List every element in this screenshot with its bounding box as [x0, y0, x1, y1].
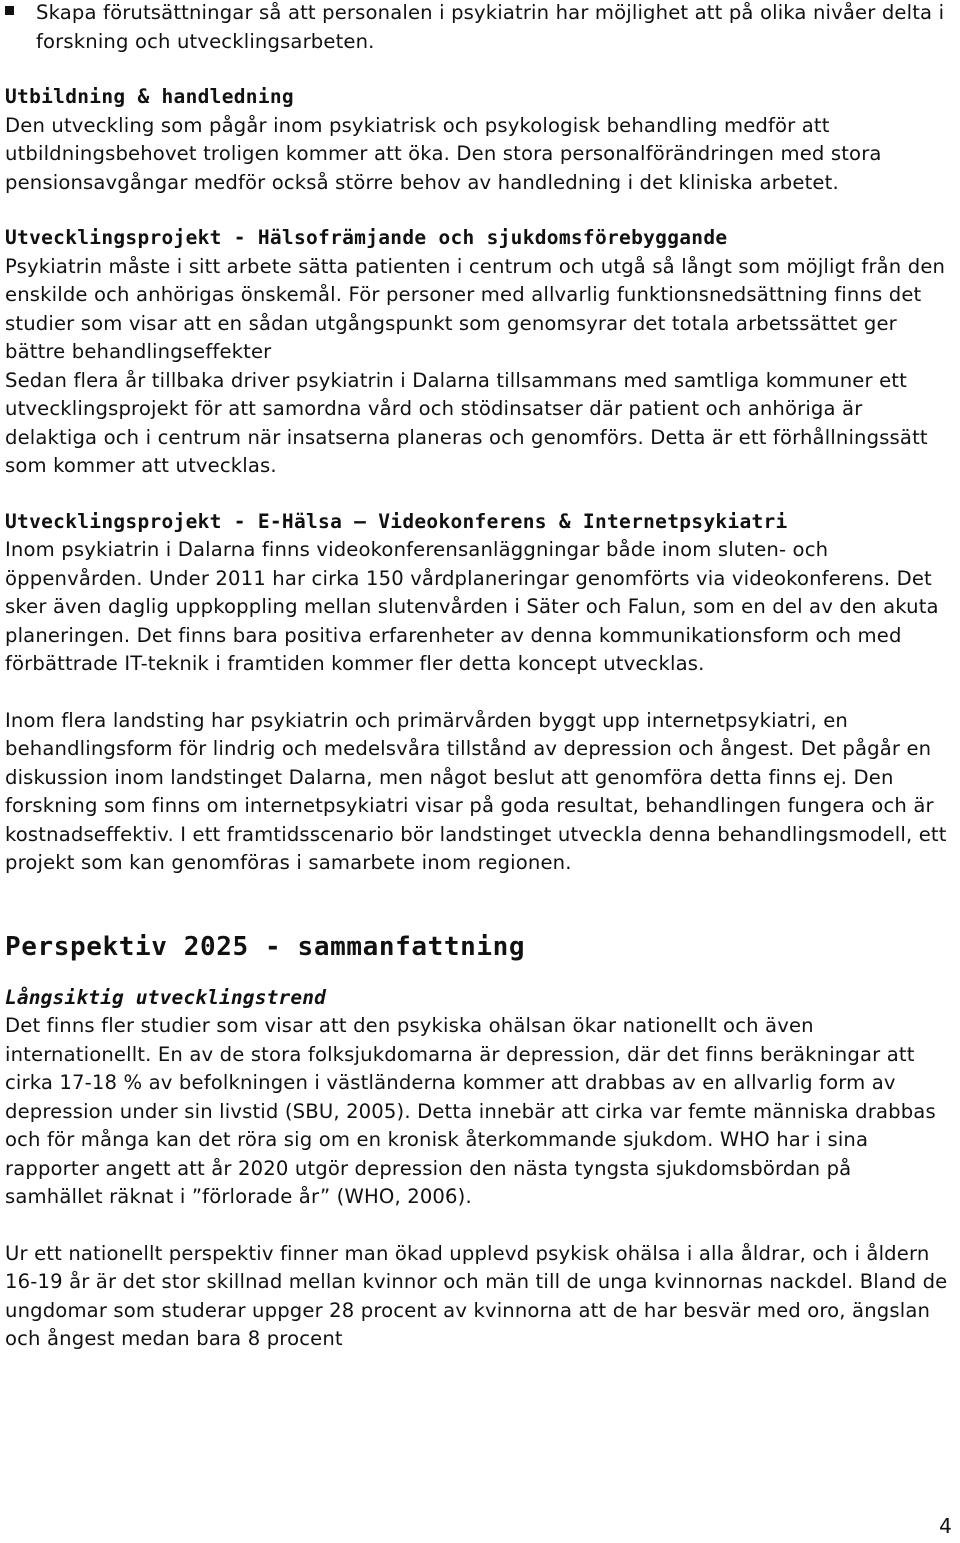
subsection-body: Det finns fler studier som visar att den psykiska ohälsan ökar nationellt och även internationellt. En av de stora folksjukdomarna är depression, där det finns beräkningar att cirka 17-18 % av befolkningen i västländerna kommer att drabbas av en allvarlig form av depression under sin livstid (SBU, 2005). Detta innebär att cirka var femte människa drabbas och för många kan det röra sig om en kronisk återkommande sjukdom. WHO har i sina rapporter angett att år 2020 utgör depression den nästa tyngsta sjukdomsbördan på samhället räknat i ”förlorade år” (WHO, 2006). — [5, 1014, 936, 1208]
section-e-halsa — [5, 508, 953, 878]
page-number: 4 — [939, 1514, 952, 1538]
subsection-body-second: Ur ett nationellt perspektiv finner man ökad upplevd psykisk ohälsa i alla åldrar, och i åldern 16-19 år är det stor skillnad mellan kvinnor och män till de unga kvinnornas nackdel. Bland de ungdomar som studerar uppger 28 procent av kvinnorna att de har besvär med oro, ängslan och ångest medan bara 8 procent — [5, 1241, 948, 1350]
bullet-item — [5, 0, 953, 56]
square-bullet-icon — [5, 6, 14, 15]
section-heading: Utvecklingsprojekt - E-Hälsa — Videokonferens & Internetpsykiatri — [5, 509, 788, 533]
section-heading: Utbildning & handledning — [5, 85, 294, 108]
bullet-text: Skapa förutsättningar så att personalen i psykiatrin har möjlighet att på olika nivåer delta i forskning och utvecklingsarbeten. — [36, 1, 945, 53]
subsection-heading: Långsiktig utvecklingstrend — [5, 985, 327, 1009]
chapter-title: Perspektiv 2025 - sammanfattning — [5, 931, 526, 962]
section-heading: Utvecklingsprojekt - Hälsofrämjande och sjukdomsförebyggande — [5, 226, 728, 249]
section-body: Inom psykiatrin i Dalarna finns videokonferensanläggningar både inom sluten- och öppenvården. Under 2011 har cirka 150 vårdplaneringar genomförts via videokonferens. Det sker även daglig uppkoppling mellan slutenvården i Säter och Falun, som en del av den akuta planeringen. Det finns bara positiva erfarenheter av denna kommunikationsform och med förbättrade IT-teknik i framtiden kommer fler detta koncept utvecklas. — [5, 538, 939, 675]
section-body: Den utveckling som pågår inom psykiatrisk och psykologisk behandling medför att utbildningsbehovet troligen kommer att öka. Den stora personalförändringen med stora pensionsavgångar medför också större behov av handledning i det kliniska arbetet. — [5, 113, 882, 194]
section-body-continued: Sedan flera år tillbaka driver psykiatrin i Dalarna tillsammans med samtliga kommuner ett utvecklingsprojekt för att samordna vård och stödinsatser där patient och anhöriga är delaktiga och i centrum när insatserna planeras och genomförs. Detta är ett förhållningssätt som kommer att utvecklas. — [5, 368, 928, 477]
section-utbildning — [5, 83, 953, 197]
document-page — [5, 0, 953, 1354]
section-body: Psykiatrin måste i sitt arbete sätta patienten i centrum och utgå så långt som möjligt från den enskilde och anhörigas önskemål. För personer med allvarlig funktionsnedsättning finns det studier som visar att en sådan utgångspunkt som genomsyrar det totala arbetssättet ger bättre behandlingseffekter — [5, 254, 946, 363]
section-halsoframjande — [5, 224, 953, 481]
section-body-second: Inom flera landsting har psykiatrin och primärvården byggt upp internetpsykiatri, en behandlingsform för lindrig och medelsvåra tillstånd av depression och ångest. Det pågår en diskussion inom landstinget Dalarna, men något beslut att genomföra detta finns ej. Den forskning som finns om internetpsykiatri visar på goda resultat, behandlingen fungera och är kostnadseffektiv. I ett framtidsscenario bör landstinget utveckla denna behandlingsmodell, ett projekt som kan genomföras i samarbete inom regionen. — [5, 708, 947, 874]
